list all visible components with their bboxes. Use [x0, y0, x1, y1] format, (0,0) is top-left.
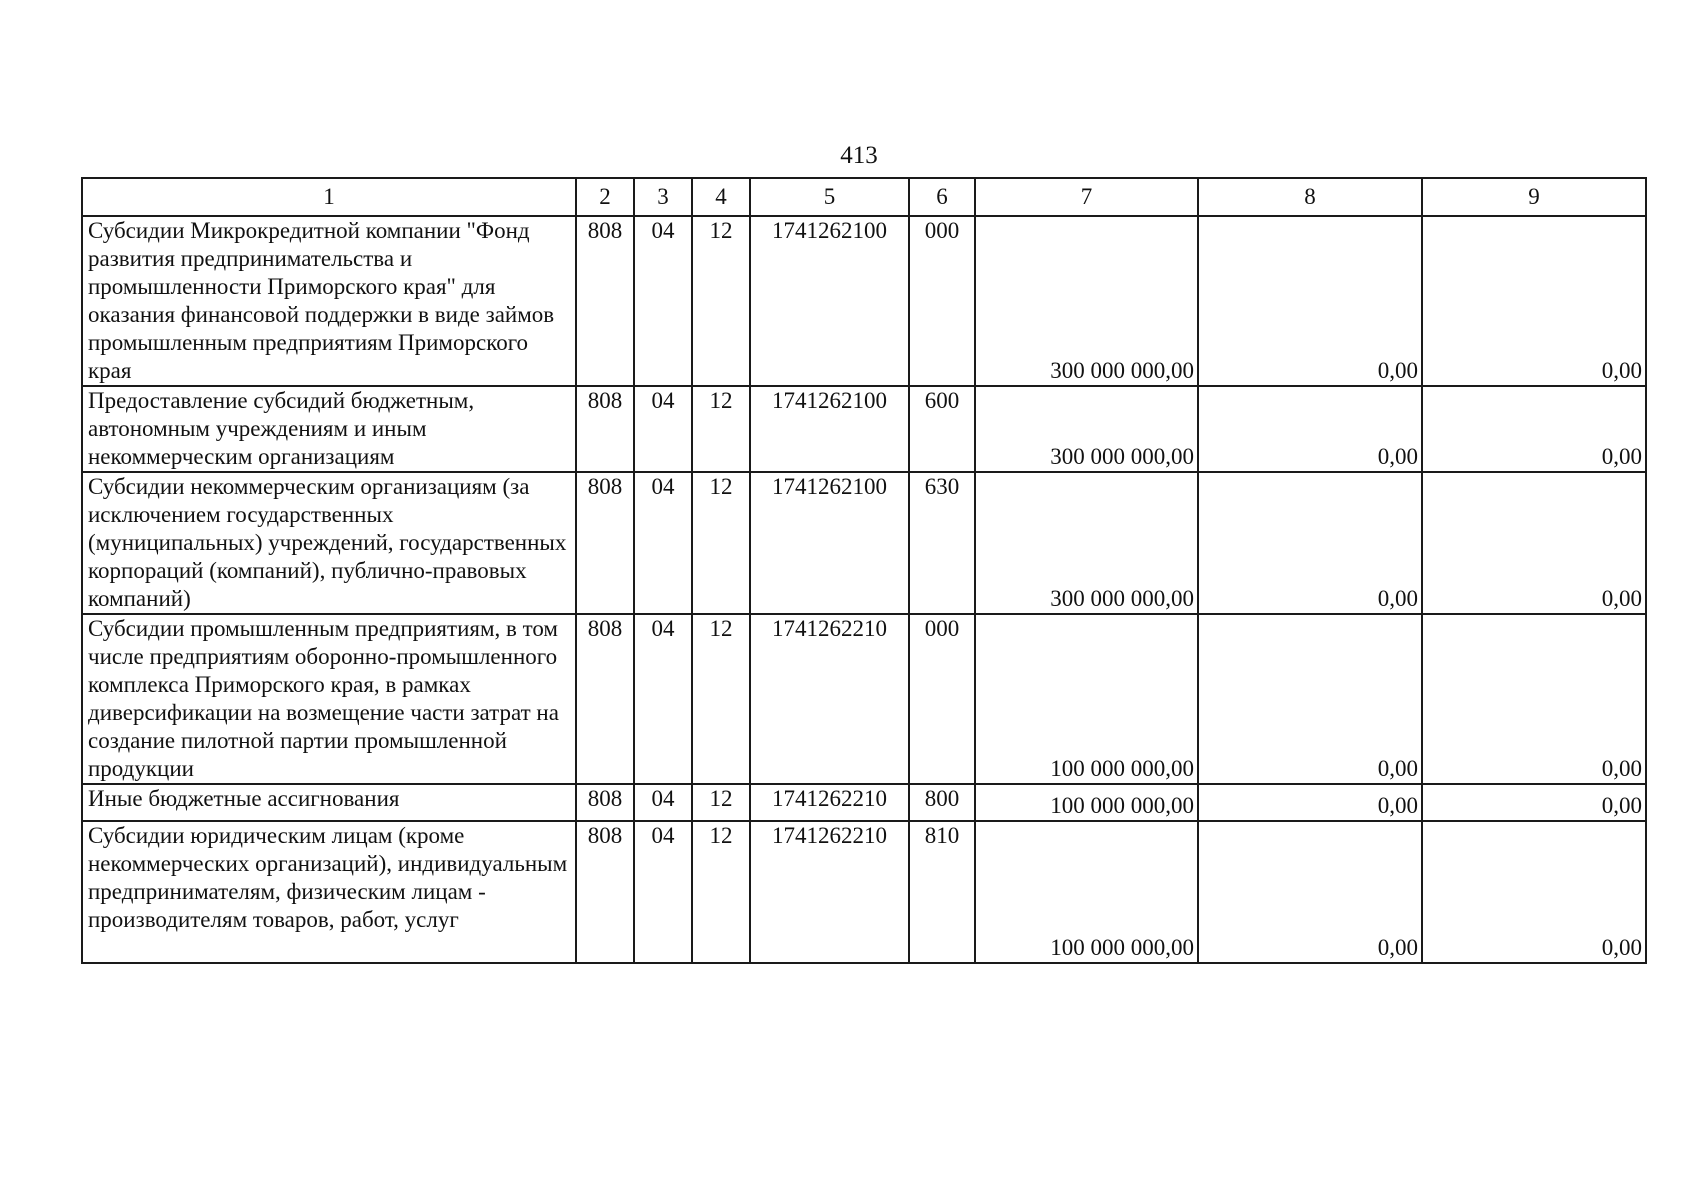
code-cell: 04: [634, 821, 692, 963]
code-cell: 808: [576, 216, 634, 386]
amount-cell: 0,00: [1422, 821, 1646, 963]
table-row: [82, 386, 1646, 472]
column-header: 5: [750, 178, 909, 216]
code-cell: 12: [692, 614, 750, 784]
row-description: Субсидии промышленным предприятиям, в том числе предприятиям оборонно-промышленного комплекса Приморского края, в рамках диверсификации на возмещение части затрат на создание пилотной партии промышленной продукции: [82, 614, 576, 784]
table-row: [82, 216, 1646, 386]
code-cell: 12: [692, 784, 750, 821]
amount-cell: 0,00: [1422, 386, 1646, 472]
table-row: [82, 821, 1646, 963]
code-cell: 12: [692, 472, 750, 614]
amount-cell: 0,00: [1198, 821, 1422, 963]
amount-cell: 0,00: [1198, 216, 1422, 386]
code-cell: 12: [692, 386, 750, 472]
table-row: [82, 472, 1646, 614]
code-cell: 808: [576, 386, 634, 472]
column-header: 1: [82, 178, 576, 216]
code-cell: 1741262210: [750, 784, 909, 821]
column-header: 9: [1422, 178, 1646, 216]
amount-cell: 0,00: [1198, 784, 1422, 821]
table-row: [82, 614, 1646, 784]
code-cell: 808: [576, 472, 634, 614]
code-cell: 12: [692, 821, 750, 963]
amount-cell: 0,00: [1422, 472, 1646, 614]
amount-cell: 100 000 000,00: [975, 614, 1198, 784]
table-row: [82, 784, 1646, 821]
budget-table: [81, 177, 1647, 964]
amount-cell: 0,00: [1422, 784, 1646, 821]
amount-cell: 300 000 000,00: [975, 472, 1198, 614]
code-cell: 000: [909, 614, 975, 784]
amount-cell: 0,00: [1198, 472, 1422, 614]
column-header: 8: [1198, 178, 1422, 216]
page-number: 413: [840, 142, 878, 169]
amount-cell: 0,00: [1422, 216, 1646, 386]
column-header: 2: [576, 178, 634, 216]
code-cell: 1741262100: [750, 472, 909, 614]
row-description: Субсидии юридическим лицам (кроме некоммерческих организаций), индивидуальным предпринимателям, физическим лицам - производителям товаров, работ, услуг: [82, 821, 576, 963]
column-header: 6: [909, 178, 975, 216]
code-cell: 1741262100: [750, 216, 909, 386]
row-description: Предоставление субсидий бюджетным, автономным учреждениям и иным некоммерческим организациям: [82, 386, 576, 472]
code-cell: 600: [909, 386, 975, 472]
amount-cell: 100 000 000,00: [975, 821, 1198, 963]
code-cell: 1741262100: [750, 386, 909, 472]
code-cell: 630: [909, 472, 975, 614]
code-cell: 04: [634, 784, 692, 821]
amount-cell: 0,00: [1198, 386, 1422, 472]
column-header: 3: [634, 178, 692, 216]
amount-cell: 0,00: [1198, 614, 1422, 784]
code-cell: 1741262210: [750, 614, 909, 784]
code-cell: 000: [909, 216, 975, 386]
amount-cell: 300 000 000,00: [975, 216, 1198, 386]
code-cell: 808: [576, 614, 634, 784]
code-cell: 808: [576, 784, 634, 821]
column-header: 4: [692, 178, 750, 216]
row-description: Субсидии Микрокредитной компании "Фонд развития предпринимательства и промышленности Приморского края" для оказания финансовой поддержки в виде займов промышленным предприятиям Приморского края: [82, 216, 576, 386]
code-cell: 04: [634, 386, 692, 472]
code-cell: 800: [909, 784, 975, 821]
amount-cell: 0,00: [1422, 614, 1646, 784]
code-cell: 808: [576, 821, 634, 963]
amount-cell: 300 000 000,00: [975, 386, 1198, 472]
amount-cell: 100 000 000,00: [975, 784, 1198, 821]
table-header-row: [82, 178, 1646, 216]
code-cell: 04: [634, 216, 692, 386]
code-cell: 12: [692, 216, 750, 386]
row-description: Иные бюджетные ассигнования: [82, 784, 576, 821]
code-cell: 1741262210: [750, 821, 909, 963]
code-cell: 04: [634, 472, 692, 614]
code-cell: 04: [634, 614, 692, 784]
row-description: Субсидии некоммерческим организациям (за исключением государственных (муниципальных) учреждений, государственных корпораций (компаний), публично-правовых компаний): [82, 472, 576, 614]
code-cell: 810: [909, 821, 975, 963]
column-header: 7: [975, 178, 1198, 216]
